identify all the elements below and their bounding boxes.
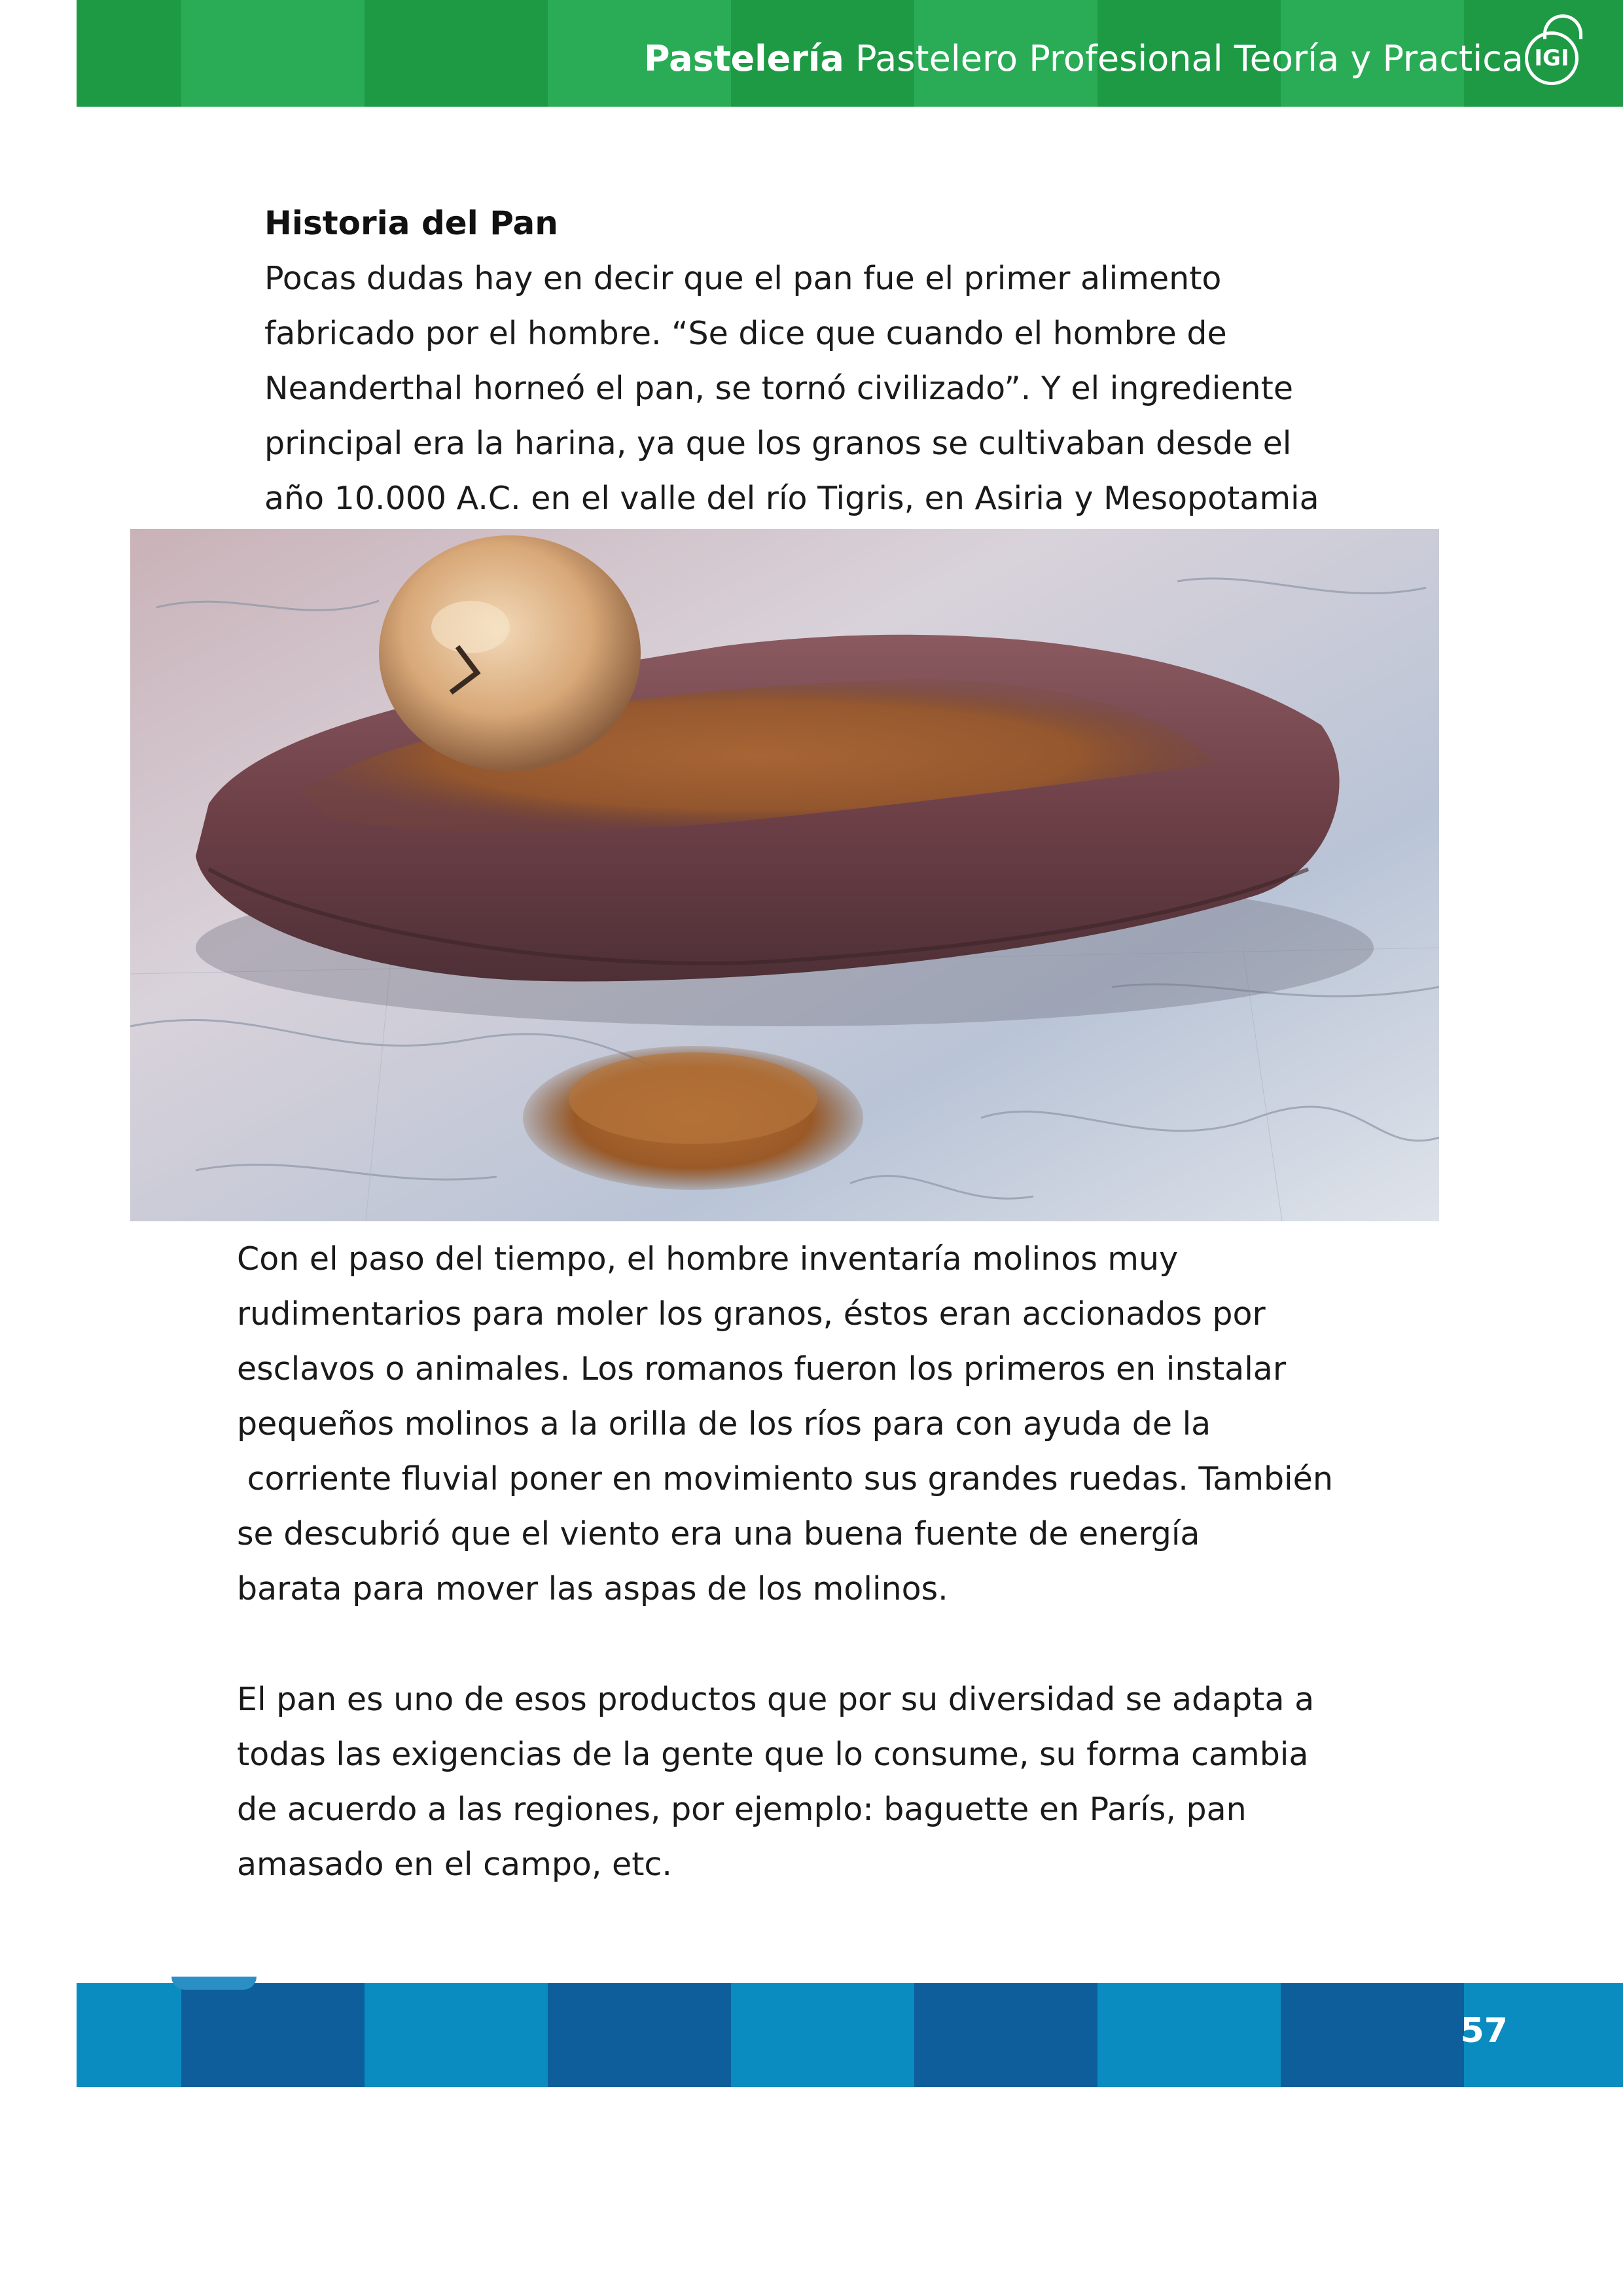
paragraph-line: Con el paso del tiempo, el hombre inventaría molinos muy [237, 1240, 1179, 1278]
paragraph-line: Neanderthal horneó el pan, se tornó civilizado”. Y el ingrediente [264, 370, 1293, 407]
paragraph-line: amasado en el campo, etc. [237, 1846, 672, 1883]
igi-logo [1525, 31, 1578, 85]
paragraph-line: corriente fluvial poner en movimiento sus grandes ruedas. También [237, 1460, 1333, 1498]
footer-stripe [1281, 1983, 1464, 2087]
photo-illustration [130, 529, 1439, 1221]
footer-stripe [548, 1983, 731, 2087]
footer-decoration [171, 1977, 257, 1990]
paragraph-line: todas las exigencias de la gente que lo consume, su forma cambia [237, 1736, 1309, 1773]
diversity-paragraph [237, 1672, 1314, 1892]
header-stripe [365, 0, 548, 107]
paragraph-line: El pan es uno de esos productos que por su diversidad se adapta a [237, 1681, 1315, 1718]
header-title [644, 38, 1524, 79]
page-header-band [77, 0, 1623, 107]
intro-paragraph [264, 251, 1319, 526]
paragraph-line: rudimentarios para moler los granos, éstos eran accionados por [237, 1295, 1266, 1333]
footer-stripe [731, 1983, 914, 2087]
paragraph-line: pequeños molinos a la orilla de los ríos para con ayuda de la [237, 1405, 1211, 1443]
paragraph-line: esclavos o animales. Los romanos fueron los primeros en instalar [237, 1350, 1286, 1388]
paragraph-line: principal era la harina, ya que los granos se cultivaban desde el [264, 425, 1292, 462]
paragraph-line: Pocas dudas hay en decir que el pan fue el primer alimento [264, 260, 1222, 297]
page-footer-band [77, 1983, 1623, 2087]
footer-stripe [77, 1983, 181, 2087]
mills-paragraph [237, 1232, 1333, 1617]
section-heading: Historia del Pan [264, 204, 558, 242]
header-stripe [77, 0, 181, 107]
page-number: 57 [1460, 2011, 1508, 2051]
footer-stripe [181, 1983, 365, 2087]
header-stripe [181, 0, 365, 107]
paragraph-line: año 10.000 A.C. en el valle del río Tigris, en Asiria y Mesopotamia [264, 480, 1319, 517]
grinding-stone-photo [130, 529, 1439, 1221]
paragraph-line: barata para mover las aspas de los molinos. [237, 1570, 948, 1607]
paragraph-line: fabricado por el hombre. “Se dice que cuando el hombre de [264, 315, 1227, 352]
header-title-rest: Pastelero Profesional Teoría y Practica [855, 38, 1524, 79]
header-title-bold: Pastelería [644, 38, 844, 79]
footer-stripe [1097, 1983, 1281, 2087]
paragraph-line: se descubrió que el viento era una buena fuente de energía [237, 1515, 1200, 1552]
logo-text: IGI [1534, 45, 1569, 71]
footer-stripe [365, 1983, 548, 2087]
paragraph-line: de acuerdo a las regiones, por ejemplo: baguette en París, pan [237, 1791, 1247, 1828]
footer-stripe [914, 1983, 1097, 2087]
